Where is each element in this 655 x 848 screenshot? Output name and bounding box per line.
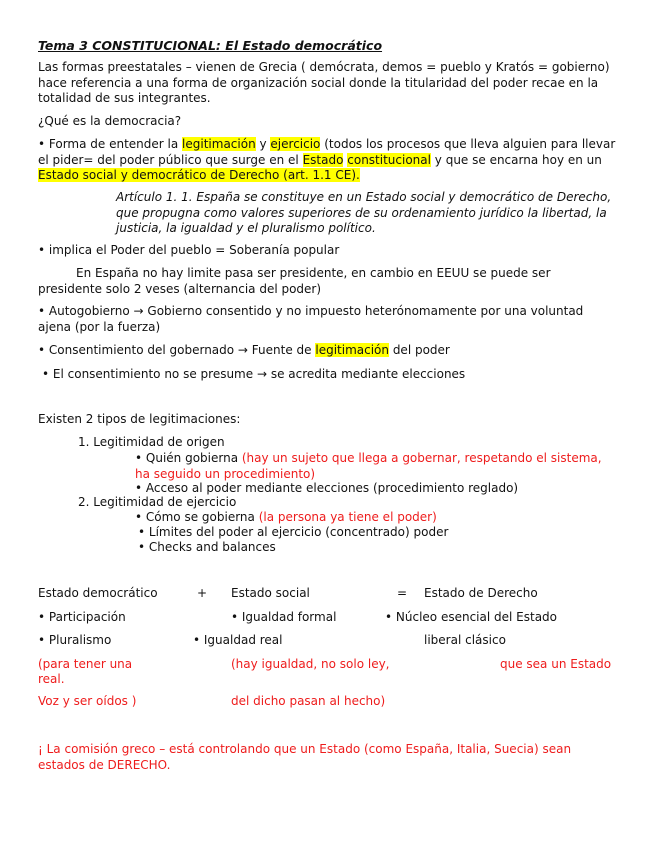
page-title: Tema 3 CONSTITUCIONAL: El Estado democrático [38,38,383,53]
red-annotation: (hay un sujeto que llega a gobernar, respetando el sistema, ha seguido un procedimiento) [135,451,602,481]
note-col3-line1: que sea un Estado [500,657,612,671]
row1-nucleo: • Núcleo esencial del Estado [385,610,558,624]
type2-checks: • Checks and balances [138,540,276,554]
text-segment: • Consentimiento del gobernado → Fuente de [38,343,316,357]
row1-participacion: • Participación [38,610,126,624]
highlight-legitimacion: legitimación [315,343,389,357]
note-col1-line2: real. [38,672,65,686]
bullet-elecciones: • El consentimiento no se presume → se acredita mediante elecciones [42,367,466,381]
text-segment: • Cómo se gobierna [135,510,259,524]
bullet-soberania: • implica el Poder del pueblo = Soberanía popular [38,243,340,257]
type2-label: 2. Legitimidad de ejercicio [78,495,237,509]
type1-who-governs [135,451,615,482]
bullet-autogobierno: • Autogobierno → Gobierno consentido y no impuesto heterónomamente por una voluntad ajena (por la fuerza) [38,304,584,334]
note-col1-line1: (para tener una [38,657,133,671]
type2-limits: • Límites del poder al ejercicio (concentrado) poder [138,525,449,539]
highlight-estado-social: Estado social y democrático de Derecho (art. 1.1 CE). [38,168,360,182]
note-col2-line1: (hay igualdad, no solo ley, [231,657,390,671]
equation-col2: Estado social [231,586,310,600]
highlight-constitucional: constitucional [347,152,431,167]
equation-col1: Estado democrático [38,586,158,600]
bullet-legitimacion [38,137,618,184]
spain-note: En España no hay limite pasa ser presidente, en cambio en EEUU se puede ser presidente solo 2 veses (alternancia del poder) [38,266,551,296]
text-segment: del poder [389,343,450,357]
types-intro: Existen 2 tipos de legitimaciones: [38,412,241,426]
text-segment: (todos los procesos que lleva alguien para llevar el pider= del poder público que surge en el [38,137,616,167]
red-annotation: (la persona ya tiene el poder) [258,510,437,524]
equation-col3: Estado de Derecho [424,586,538,600]
type1-access: • Acceso al poder mediante elecciones (procedimiento reglado) [135,481,519,495]
text-segment: • Forma de entender la [38,137,183,151]
note-col2-line2: del dicho pasan al hecho) [231,694,386,708]
highlight-ejercicio: ejercicio [270,137,321,151]
row2-pluralismo: • Pluralismo [38,633,112,647]
equation-plus: + [197,586,208,600]
greco-note: ¡ La comisión greco – está controlando que un Estado (como España, Italia, Suecia) sean estados de DERECHO. [38,742,572,772]
equation-equals: = [397,586,408,600]
row2-igualdad-real: • Igualdad real [193,633,283,647]
text-segment: y [255,137,271,151]
text-segment: y que se encarna hoy en un [430,152,602,167]
type2-how-governs [135,510,437,525]
row1-igualdad-formal: • Igualdad formal [231,610,337,624]
note-col1-line3: Voz y ser oídos ) [38,694,137,708]
bullet-consentimiento [38,343,618,359]
highlight-legitimacion: legitimación [182,137,256,151]
article-quote: Artículo 1. 1. España se constituye en un Estado social y democrático de Derecho, que propugna como valores superiores de su ordenamiento jurídico la libertad, la justicia, la igualdad y el pluralismo político. [116,190,612,235]
row2-liberal: liberal clásico [424,633,506,647]
highlight-estado: Estado [302,152,344,167]
type1-label: 1. Legitimidad de origen [78,435,225,449]
text-segment: • Quién gobierna [135,451,242,465]
question-text: ¿Qué es la democracia? [38,114,182,128]
intro-paragraph: Las formas preestatales – vienen de Grecia ( demócrata, demos = pueblo y Kratós = gobierno) hace referencia a una forma de organización social donde la titularidad del poder recae en la totalidad de sus integrantes. [38,60,610,105]
